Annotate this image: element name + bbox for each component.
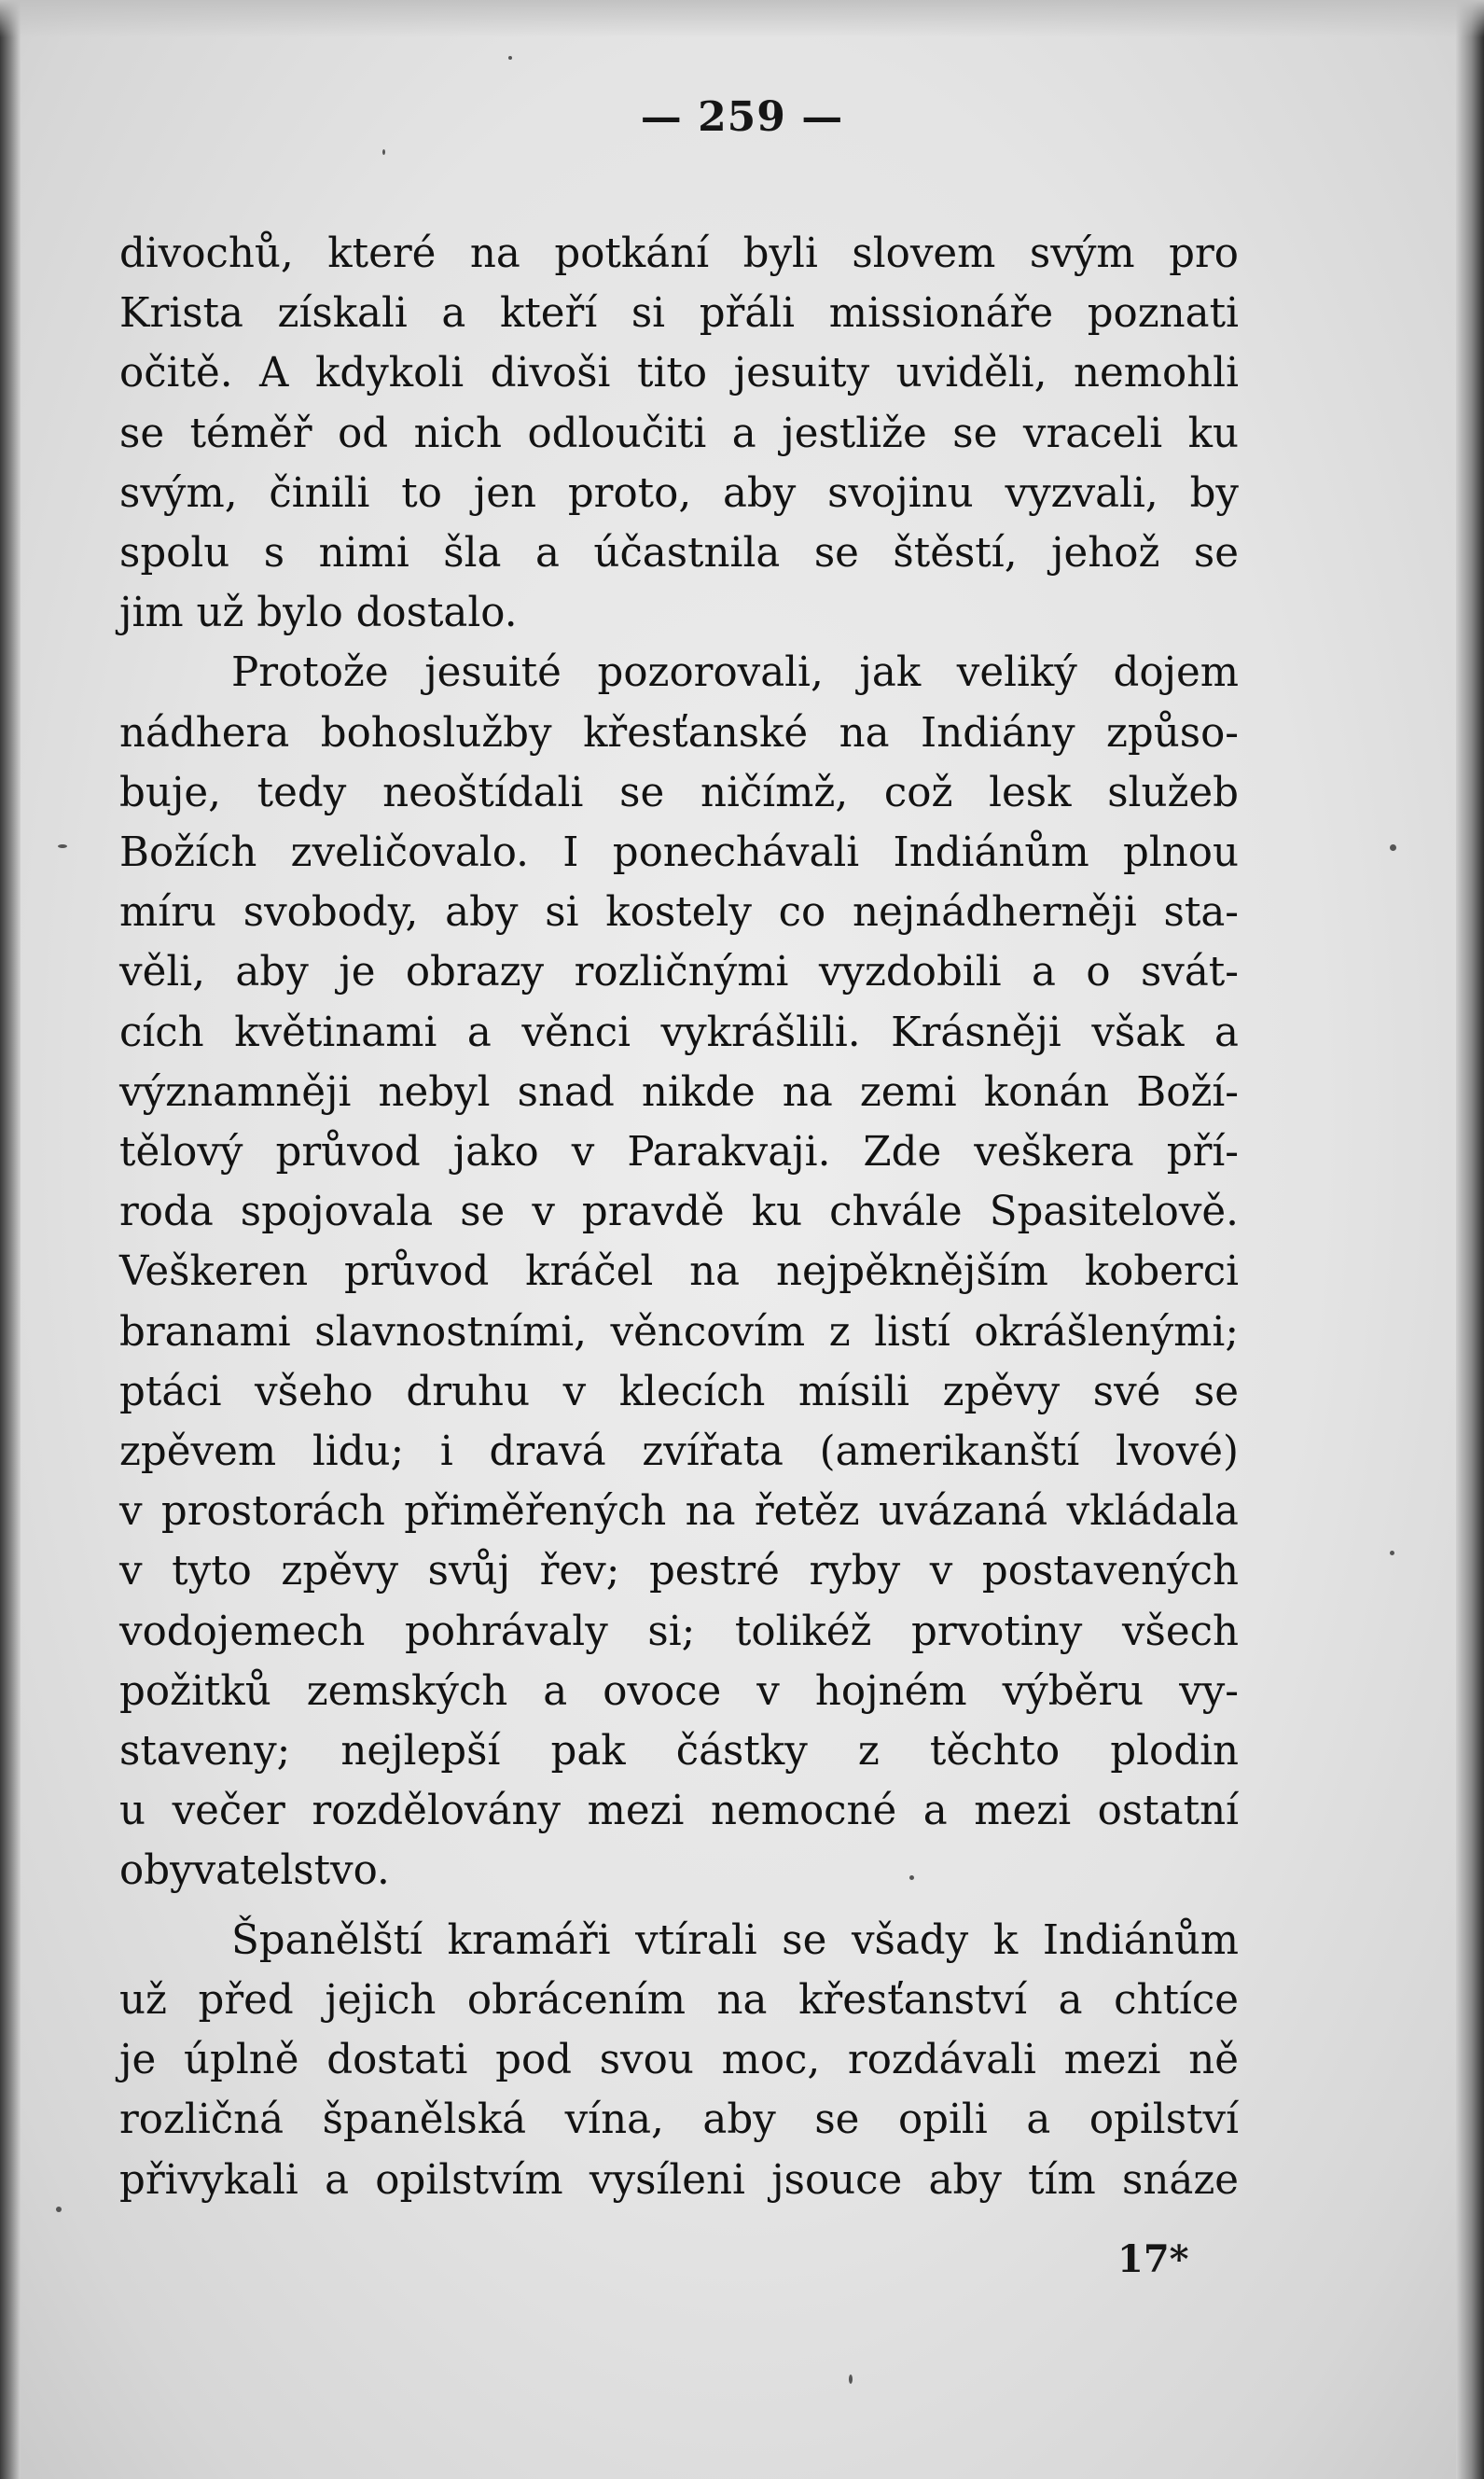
signature-mark: 17* (1117, 2237, 1189, 2281)
text-line: cích květinami a věnci vykrášlili. Krásněji však a (119, 1009, 1239, 1056)
text-line: roda spojovala se v pravdě ku chvále Spasitelově. (119, 1189, 1239, 1236)
text-line: Božích zveličovalo. I ponechávali Indiánům plnou (119, 829, 1239, 877)
text-line: buje, tedy neoštídali se ničímž, což lesk služeb (119, 769, 1239, 816)
scan-speck (56, 2207, 62, 2212)
text-line: zpěvem lidu; i dravá zvířata (amerikanští lvové) (119, 1428, 1239, 1476)
text-line: v tyto zpěvy svůj řev; pestré ryby v postavených (119, 1548, 1239, 1595)
text-line: jim už bylo dostalo. (119, 590, 518, 637)
text-line: Španělští kramáři vtírali se všady k Indiánům (231, 1916, 1239, 1964)
binding-shadow (0, 0, 21, 2479)
top-edge-shadow (0, 0, 1484, 37)
text-line: staveny; nejlepší pak částky z těchto plodin (119, 1728, 1239, 1776)
text-line: vodojemech pohrávaly si; tolikéž prvotiny všech (119, 1608, 1239, 1655)
text-line: tělový průvod jako v Parakvaji. Zde veškera pří- (119, 1129, 1239, 1177)
page-number-header: — 259 — (640, 93, 844, 141)
text-line: Veškeren průvod kráčel na nejpěknějším koberci (119, 1248, 1239, 1296)
body-text (119, 224, 1239, 2210)
text-line: očitě. A kdykoli divoši tito jesuity uviděli, nemohli (119, 350, 1239, 397)
text-line: se téměř od nich odloučiti a jestliže se vraceli ku (119, 410, 1239, 457)
text-line: rozličná španělská vína, aby se opili a opilství (119, 2096, 1239, 2144)
scan-speck (849, 2375, 853, 2384)
text-line: míru svobody, aby si kostely co nejnádherněji sta- (119, 889, 1239, 937)
paragraph-3 (119, 1911, 1239, 2210)
scan-speck (508, 56, 512, 60)
text-line: v prostorách přiměřených na řetěz uvázaná vkládala (119, 1488, 1239, 1536)
text-line: divochů, které na potkání byli slovem svým pro (119, 230, 1239, 277)
text-line: Protože jesuité pozorovali, jak veliký dojem (231, 649, 1239, 697)
text-line: nádhera bohoslužby křesťanské na Indiány způso- (119, 709, 1239, 757)
scan-speck (382, 149, 385, 155)
text-line: věli, aby je obrazy rozličnými vyzdobili a o svát- (119, 949, 1239, 996)
paragraph-2 (119, 643, 1239, 1901)
text-line: už před jejich obrácením na křesťanství a chtíce (119, 1976, 1239, 2024)
page-edge-shadow (1456, 0, 1484, 2479)
paragraph-1 (119, 224, 1239, 643)
text-line: obyvatelstvo. (119, 1847, 390, 1895)
text-line: přivykali a opilstvím vysíleni jsouce aby tím snáze (119, 2156, 1239, 2204)
scan-speck (1390, 1551, 1394, 1555)
text-line: požitků zemských a ovoce v hojném výběru vy- (119, 1667, 1239, 1715)
scan-speck (58, 844, 67, 848)
text-line: ptáci všeho druhu v klecích mísili zpěvy své se (119, 1368, 1239, 1415)
scan-speck (1390, 844, 1396, 851)
text-line: svým, činili to jen proto, aby svojinu vyzvali, by (119, 469, 1239, 517)
text-line: Krista získali a kteří si přáli missionáře poznati (119, 290, 1239, 338)
text-line: branami slavnostními, věncovím z listí okrášlenými; (119, 1308, 1239, 1356)
text-line: spolu s nimi šla a účastnila se štěstí, jehož se (119, 530, 1239, 578)
text-line: je úplně dostati pod svou moc, rozdávali mezi ně (119, 2037, 1239, 2084)
text-line: významněji nebyl snad nikde na zemi konán Boží- (119, 1068, 1239, 1116)
paragraph-gap (119, 1901, 1239, 1911)
text-line: u večer rozdělovány mezi nemocné a mezi ostatní (119, 1788, 1239, 1835)
